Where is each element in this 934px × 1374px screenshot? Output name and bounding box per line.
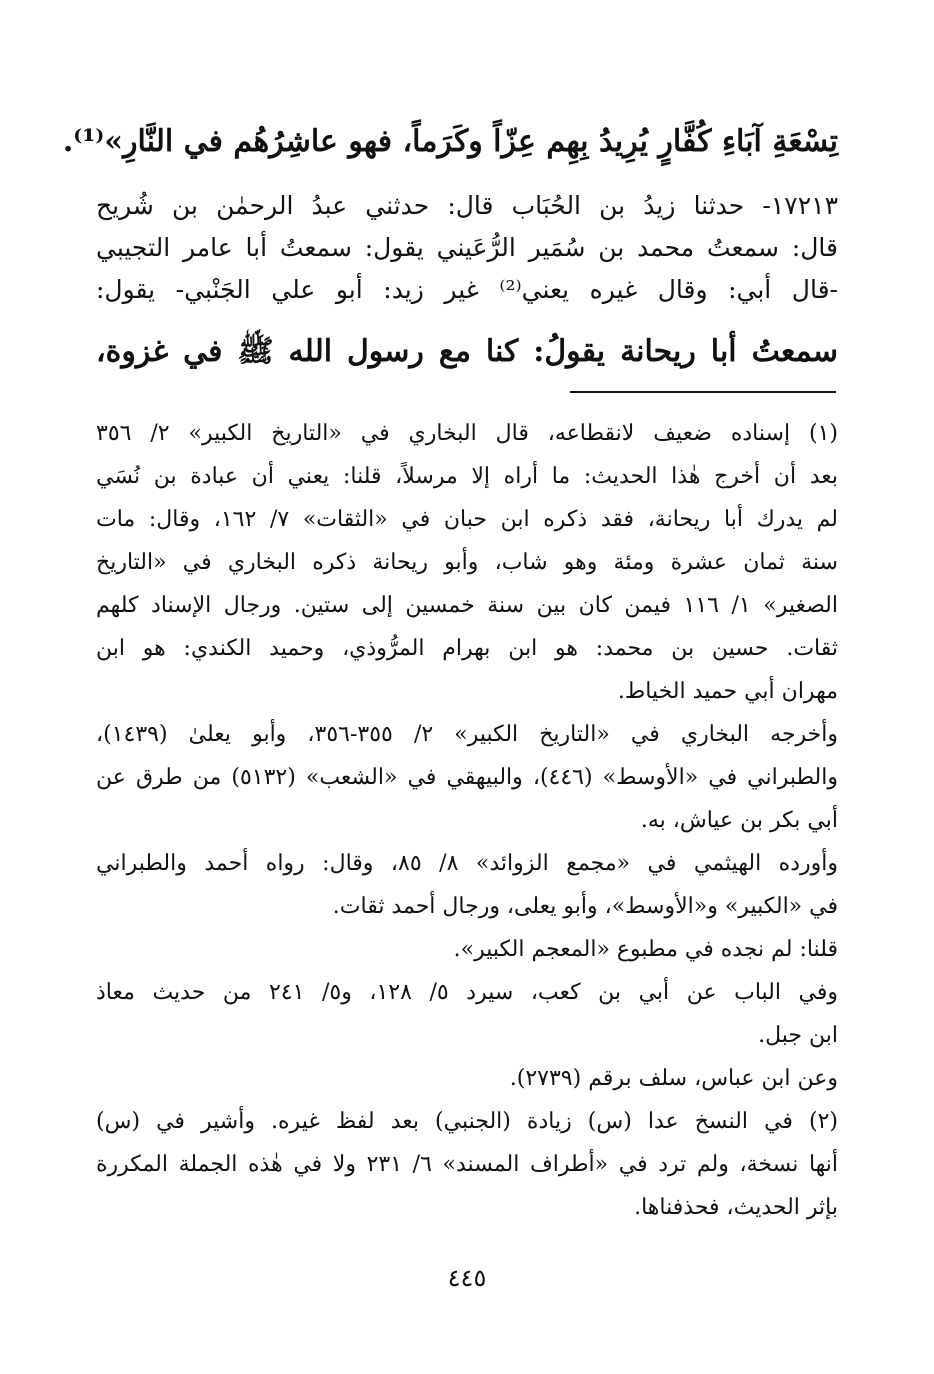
main-text-line: ١٧٢١٣- حدثنا زيدُ بن الحُبَاب قال: حدثني عبدُ الرحمٰن بن شُريح: [96, 191, 838, 220]
footnote-divider: [570, 391, 836, 393]
footnote-line: سنة ثمان عشرة ومئة وهو شاب، وأبو ريحانة ذكره البخاري في «التاريخ: [96, 550, 838, 575]
footnote-line: قلنا: لم نجده في مطبوع «المعجم الكبير».: [453, 937, 838, 962]
main-text-line: تِسْعَةِ آبَاءِ كُفَّارٍ يُرِيدُ بِهِم عِزّاً وكَرَماً، فهو عاشِرُهُم في النَّارِ»⁽¹⁾.: [62, 124, 838, 159]
footnote-line: والطبراني في «الأوسط» (٤٤٦)، والبيهقي في «الشعب» (٥١٣٢) من طرق عن: [96, 765, 838, 790]
footnote-line: وأورده الهيثمي في «مجمع الزوائد» ٨/ ٨٥، وقال: رواه أحمد والطبراني: [96, 851, 838, 876]
main-text-line: -قال أبي: وقال غيره يعني⁽²⁾ غير زيد: أبو علي الجَنْبي- يقول:: [96, 275, 838, 304]
footnote-line: بإثر الحديث، فحذفناها.: [634, 1195, 838, 1220]
footnote-line: الصغير» ١/ ١١٦ فيمن كان بين سنة خمسين إلى ستين. ورجال الإسناد كلهم: [96, 593, 838, 618]
footnote-line: (١) إسناده ضعيف لانقطاعه، قال البخاري في «التاريخ الكبير» ٢/ ٣٥٦: [96, 421, 838, 446]
footnote-line: مهران أبي حميد الخياط.: [617, 679, 838, 704]
footnote-line: (٢) في النسخ عدا (س) زيادة (الجنبي) بعد لفظ غيره. وأشير في (س): [96, 1109, 838, 1134]
page-number: ٤٤٥: [447, 1264, 487, 1292]
main-text-line: سمعتُ أبا ريحانة يقولُ: كنا مع رسول الله ﷺ في غزوة،: [96, 334, 838, 369]
main-text-line: قال: سمعتُ محمد بن سُمَير الرُّعَيني يقول: سمعتُ أبا عامر التجيبي: [96, 233, 838, 262]
footnote-line: ابن جبل.: [758, 1023, 838, 1048]
footnote-line: في «الكبير» و«الأوسط»، وأبو يعلى، ورجال أحمد ثقات.: [332, 894, 838, 919]
footnote-line: بعد أن أخرج هٰذا الحديث: ما أراه إلا مرسلاً، قلنا: يعني أن عبادة بن نُسَي: [96, 464, 838, 489]
footnote-line: أنها نسخة، ولم ترد في «أطراف المسند» ٦/ ٢٣١ ولا في هٰذه الجملة المكررة: [96, 1152, 839, 1177]
footnote-line: أبي بكر بن عياش، به.: [640, 808, 838, 833]
footnote-line: وأخرجه البخاري في «التاريخ الكبير» ٢/ ٣٥٥-٣٥٦، وأبو يعلىٰ (١٤٣٩)،: [96, 722, 839, 747]
footnote-line: وفي الباب عن أبي بن كعب، سيرد ٥/ ١٢٨، و٥/ ٢٤١ من حديث معاذ: [96, 980, 839, 1005]
footnote-line: ثقات. حسين بن محمد: هو ابن بهرام المرُّوذي، وحميد الكندي: هو ابن: [96, 636, 838, 661]
footnote-line: وعن ابن عباس، سلف برقم (٢٧٣٩).: [509, 1066, 838, 1091]
footnote-line: لم يدرك أبا ريحانة، فقد ذكره ابن حبان في «الثقات» ٧/ ١٦٢، وقال: مات: [96, 507, 839, 532]
